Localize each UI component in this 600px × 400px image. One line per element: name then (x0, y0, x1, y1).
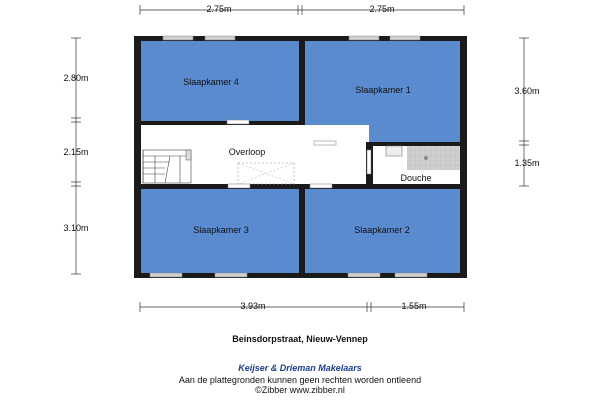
shower-drain-icon (424, 156, 428, 160)
dim-bottom-left: 3.93m (240, 301, 266, 311)
shower-tiles (407, 146, 460, 170)
label-slaapkamer-4: Slaapkamer 4 (183, 77, 239, 87)
dim-top-left: 2.75m (206, 4, 232, 14)
label-slaapkamer-1: Slaapkamer 1 (355, 85, 411, 95)
dim-left-bottom: 3.10m (63, 223, 89, 233)
dim-right-middle: 1.35m (514, 158, 540, 168)
stair-railing (186, 150, 191, 160)
dim-right-top: 3.60m (514, 86, 540, 96)
label-douche: Douche (400, 173, 432, 183)
staircase (143, 150, 191, 183)
top-dimension-lines (140, 5, 464, 15)
dim-left-middle: 2.15m (63, 147, 89, 157)
dim-top-right: 2.75m (369, 4, 395, 14)
washbasin-icon (386, 146, 402, 156)
copyright-caption: ©Zibber www.zibber.nl (255, 385, 345, 395)
label-slaapkamer-3: Slaapkamer 3 (193, 225, 249, 235)
label-overloop: Overloop (228, 147, 266, 157)
dim-left-top: 2.80m (63, 73, 89, 83)
dim-bottom-right: 1.55m (401, 301, 427, 311)
disclaimer-caption: Aan de plattegronden kunnen geen rechten worden ontleend (178, 375, 422, 385)
label-slaapkamer-2: Slaapkamer 2 (354, 225, 410, 235)
address-caption: Beinsdorpstraat, Nieuw-Vennep (232, 334, 368, 344)
broker-caption: Keijser & Drieman Makelaars (238, 363, 362, 373)
